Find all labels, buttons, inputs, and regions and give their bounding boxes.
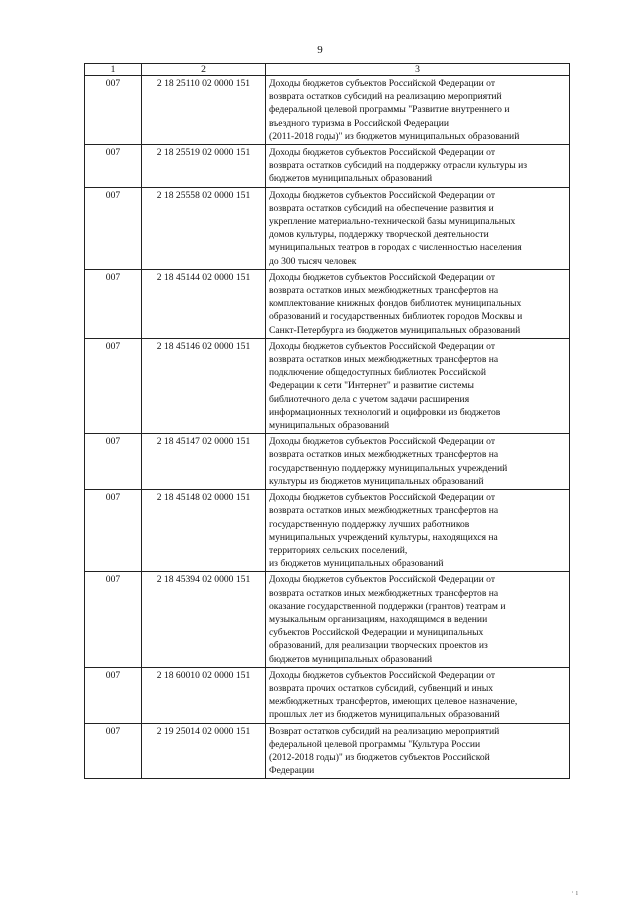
budget-classification-code: 2 19 25014 02 0000 151: [142, 723, 266, 779]
page-number: 9: [317, 44, 323, 56]
description-line: Доходы бюджетов субъектов Российской Федерации от: [269, 271, 496, 283]
table-row: [85, 572, 570, 667]
administrator-code: 007: [85, 434, 142, 490]
description-line: Доходы бюджетов субъектов Российской Федерации от: [269, 189, 496, 201]
revenue-description: [266, 338, 570, 433]
revenue-description: [266, 434, 570, 490]
table-row: [85, 269, 570, 338]
administrator-code: 007: [85, 145, 142, 188]
revenue-description: [266, 490, 570, 572]
description-line: информационных технологий и оцифровки из бюджетов: [269, 406, 501, 418]
description-line: Доходы бюджетов субъектов Российской Федерации от: [269, 492, 496, 504]
column-header: 2: [142, 64, 266, 76]
description-line: въездного туризма в Российской Федерации: [269, 117, 449, 129]
description-line: Возврат остатков субсидий на реализацию мероприятий: [269, 725, 500, 737]
description-line: Доходы бюджетов субъектов Российской Федерации от: [269, 669, 496, 681]
administrator-code: 007: [85, 187, 142, 269]
description-line: Доходы бюджетов субъектов Российской Федерации от: [269, 574, 496, 586]
table-row: [85, 667, 570, 723]
budget-classification-code: 2 18 45146 02 0000 151: [142, 338, 266, 433]
budget-classification-code: 2 18 45148 02 0000 151: [142, 490, 266, 572]
description-line: прошлых лет из бюджетов муниципальных образований: [269, 709, 500, 721]
budget-classification-code: 2 18 45144 02 0000 151: [142, 269, 266, 338]
description-line: государственную поддержку лучших работников: [269, 518, 470, 530]
description-line: возврата остатков иных межбюджетных трансфертов на: [269, 285, 499, 297]
description-line: муниципальных учреждений культуры, находящихся на: [269, 531, 498, 543]
description-line: территориях сельских поселений,: [269, 544, 408, 556]
table-row: [85, 434, 570, 490]
table-row: [85, 490, 570, 572]
description-line: Доходы бюджетов субъектов Российской Федерации от: [269, 78, 496, 89]
table-row: [85, 76, 570, 145]
budget-classification-code: 2 18 60010 02 0000 151: [142, 667, 266, 723]
table-body: [85, 76, 570, 779]
description-line: укрепление материально-технической базы муниципальных: [269, 216, 516, 228]
description-line: муниципальных образований: [269, 420, 390, 432]
description-line: возврата остатков иных межбюджетных трансфертов на: [269, 449, 499, 461]
description-line: возврата остатков субсидий на поддержку отрасли культуры из: [269, 160, 528, 172]
budget-classification-code: 2 18 45394 02 0000 151: [142, 572, 266, 667]
description-line: возврата остатков субсидий на обеспечение развития и: [269, 202, 494, 214]
budget-classification-code: 2 18 25558 02 0000 151: [142, 187, 266, 269]
revenue-description: [266, 76, 570, 145]
description-line: культуры из бюджетов муниципальных образований: [269, 475, 484, 487]
description-line: государственную поддержку муниципальных учреждений: [269, 462, 508, 474]
description-line: Доходы бюджетов субъектов Российской Федерации от: [269, 436, 496, 448]
description-line: из бюджетов муниципальных образований: [269, 558, 444, 570]
description-line: межбюджетных трансфертов, имеющих целевое назначение,: [269, 696, 518, 708]
table-row: [85, 338, 570, 433]
description-line: бюджетов муниципальных образований: [269, 653, 433, 665]
description-line: Федерации к сети "Интернет" и развитие системы: [269, 380, 474, 392]
column-header: 1: [85, 64, 142, 76]
administrator-code: 007: [85, 572, 142, 667]
description-line: Санкт-Петербурга из бюджетов муниципальных образований: [269, 324, 521, 336]
administrator-code: 007: [85, 269, 142, 338]
description-line: муниципальных театров в городах с численностью населения: [269, 242, 522, 254]
description-line: федеральной целевой программы "Культура России: [269, 738, 481, 750]
description-line: образований, для реализации творческих проектов из: [269, 640, 488, 652]
scan-margin-mark: · ı: [571, 888, 578, 897]
administrator-code: 007: [85, 76, 142, 145]
description-line: библиотечного дела с учетом задачи расширения: [269, 393, 470, 405]
description-line: субъектов Российской Федерации и муниципальных: [269, 627, 484, 639]
description-line: подключение общедоступных библиотек Российской: [269, 367, 486, 379]
budget-classification-code: 2 18 25110 02 0000 151: [142, 76, 266, 145]
administrator-code: 007: [85, 338, 142, 433]
description-line: Федерации: [269, 765, 315, 777]
administrator-code: 007: [85, 667, 142, 723]
description-line: возврата остатков иных межбюджетных трансфертов на: [269, 354, 499, 366]
revenue-description: [266, 187, 570, 269]
administrator-code: 007: [85, 723, 142, 779]
description-line: возврата остатков субсидий на реализацию мероприятий: [269, 91, 502, 103]
description-line: возврата остатков иных межбюджетных трансфертов на: [269, 505, 499, 517]
description-line: оказание государственной поддержки (грантов) театрам и: [269, 600, 506, 612]
description-line: комплектование книжных фондов библиотек муниципальных: [269, 298, 522, 310]
revenue-description: [266, 723, 570, 779]
budget-classification-code: 2 18 25519 02 0000 151: [142, 145, 266, 188]
description-line: Доходы бюджетов субъектов Российской Федерации от: [269, 147, 496, 159]
description-line: домов культуры, поддержку творческой деятельности: [269, 229, 489, 241]
table-row: [85, 187, 570, 269]
description-line: до 300 тысяч человек: [269, 255, 357, 267]
description-line: возврата остатков иных межбюджетных трансфертов на: [269, 587, 499, 599]
administrator-code: 007: [85, 490, 142, 572]
description-line: музыкальным организациям, находящимся в ведении: [269, 613, 488, 625]
table-row: [85, 145, 570, 188]
table-header-row: [85, 64, 570, 76]
table-row: [85, 723, 570, 779]
revenue-description: [266, 145, 570, 188]
column-header: 3: [266, 64, 570, 76]
description-line: бюджетов муниципальных образований: [269, 173, 433, 185]
revenue-description: [266, 667, 570, 723]
description-line: возврата прочих остатков субсидий, субвенций и иных: [269, 682, 494, 694]
description-line: (2011-2018 годы)" из бюджетов муниципальных образований: [269, 130, 520, 142]
budget-revenue-table: [84, 63, 570, 779]
description-line: федеральной целевой программы "Развитие внутреннего и: [269, 104, 510, 116]
revenue-description: [266, 269, 570, 338]
budget-classification-code: 2 18 45147 02 0000 151: [142, 434, 266, 490]
revenue-description: [266, 572, 570, 667]
description-line: (2012-2018 годы)" из бюджетов субъектов Российской: [269, 751, 490, 763]
description-line: образований и государственных библиотек городов Москвы и: [269, 311, 523, 323]
description-line: Доходы бюджетов субъектов Российской Федерации от: [269, 340, 496, 352]
